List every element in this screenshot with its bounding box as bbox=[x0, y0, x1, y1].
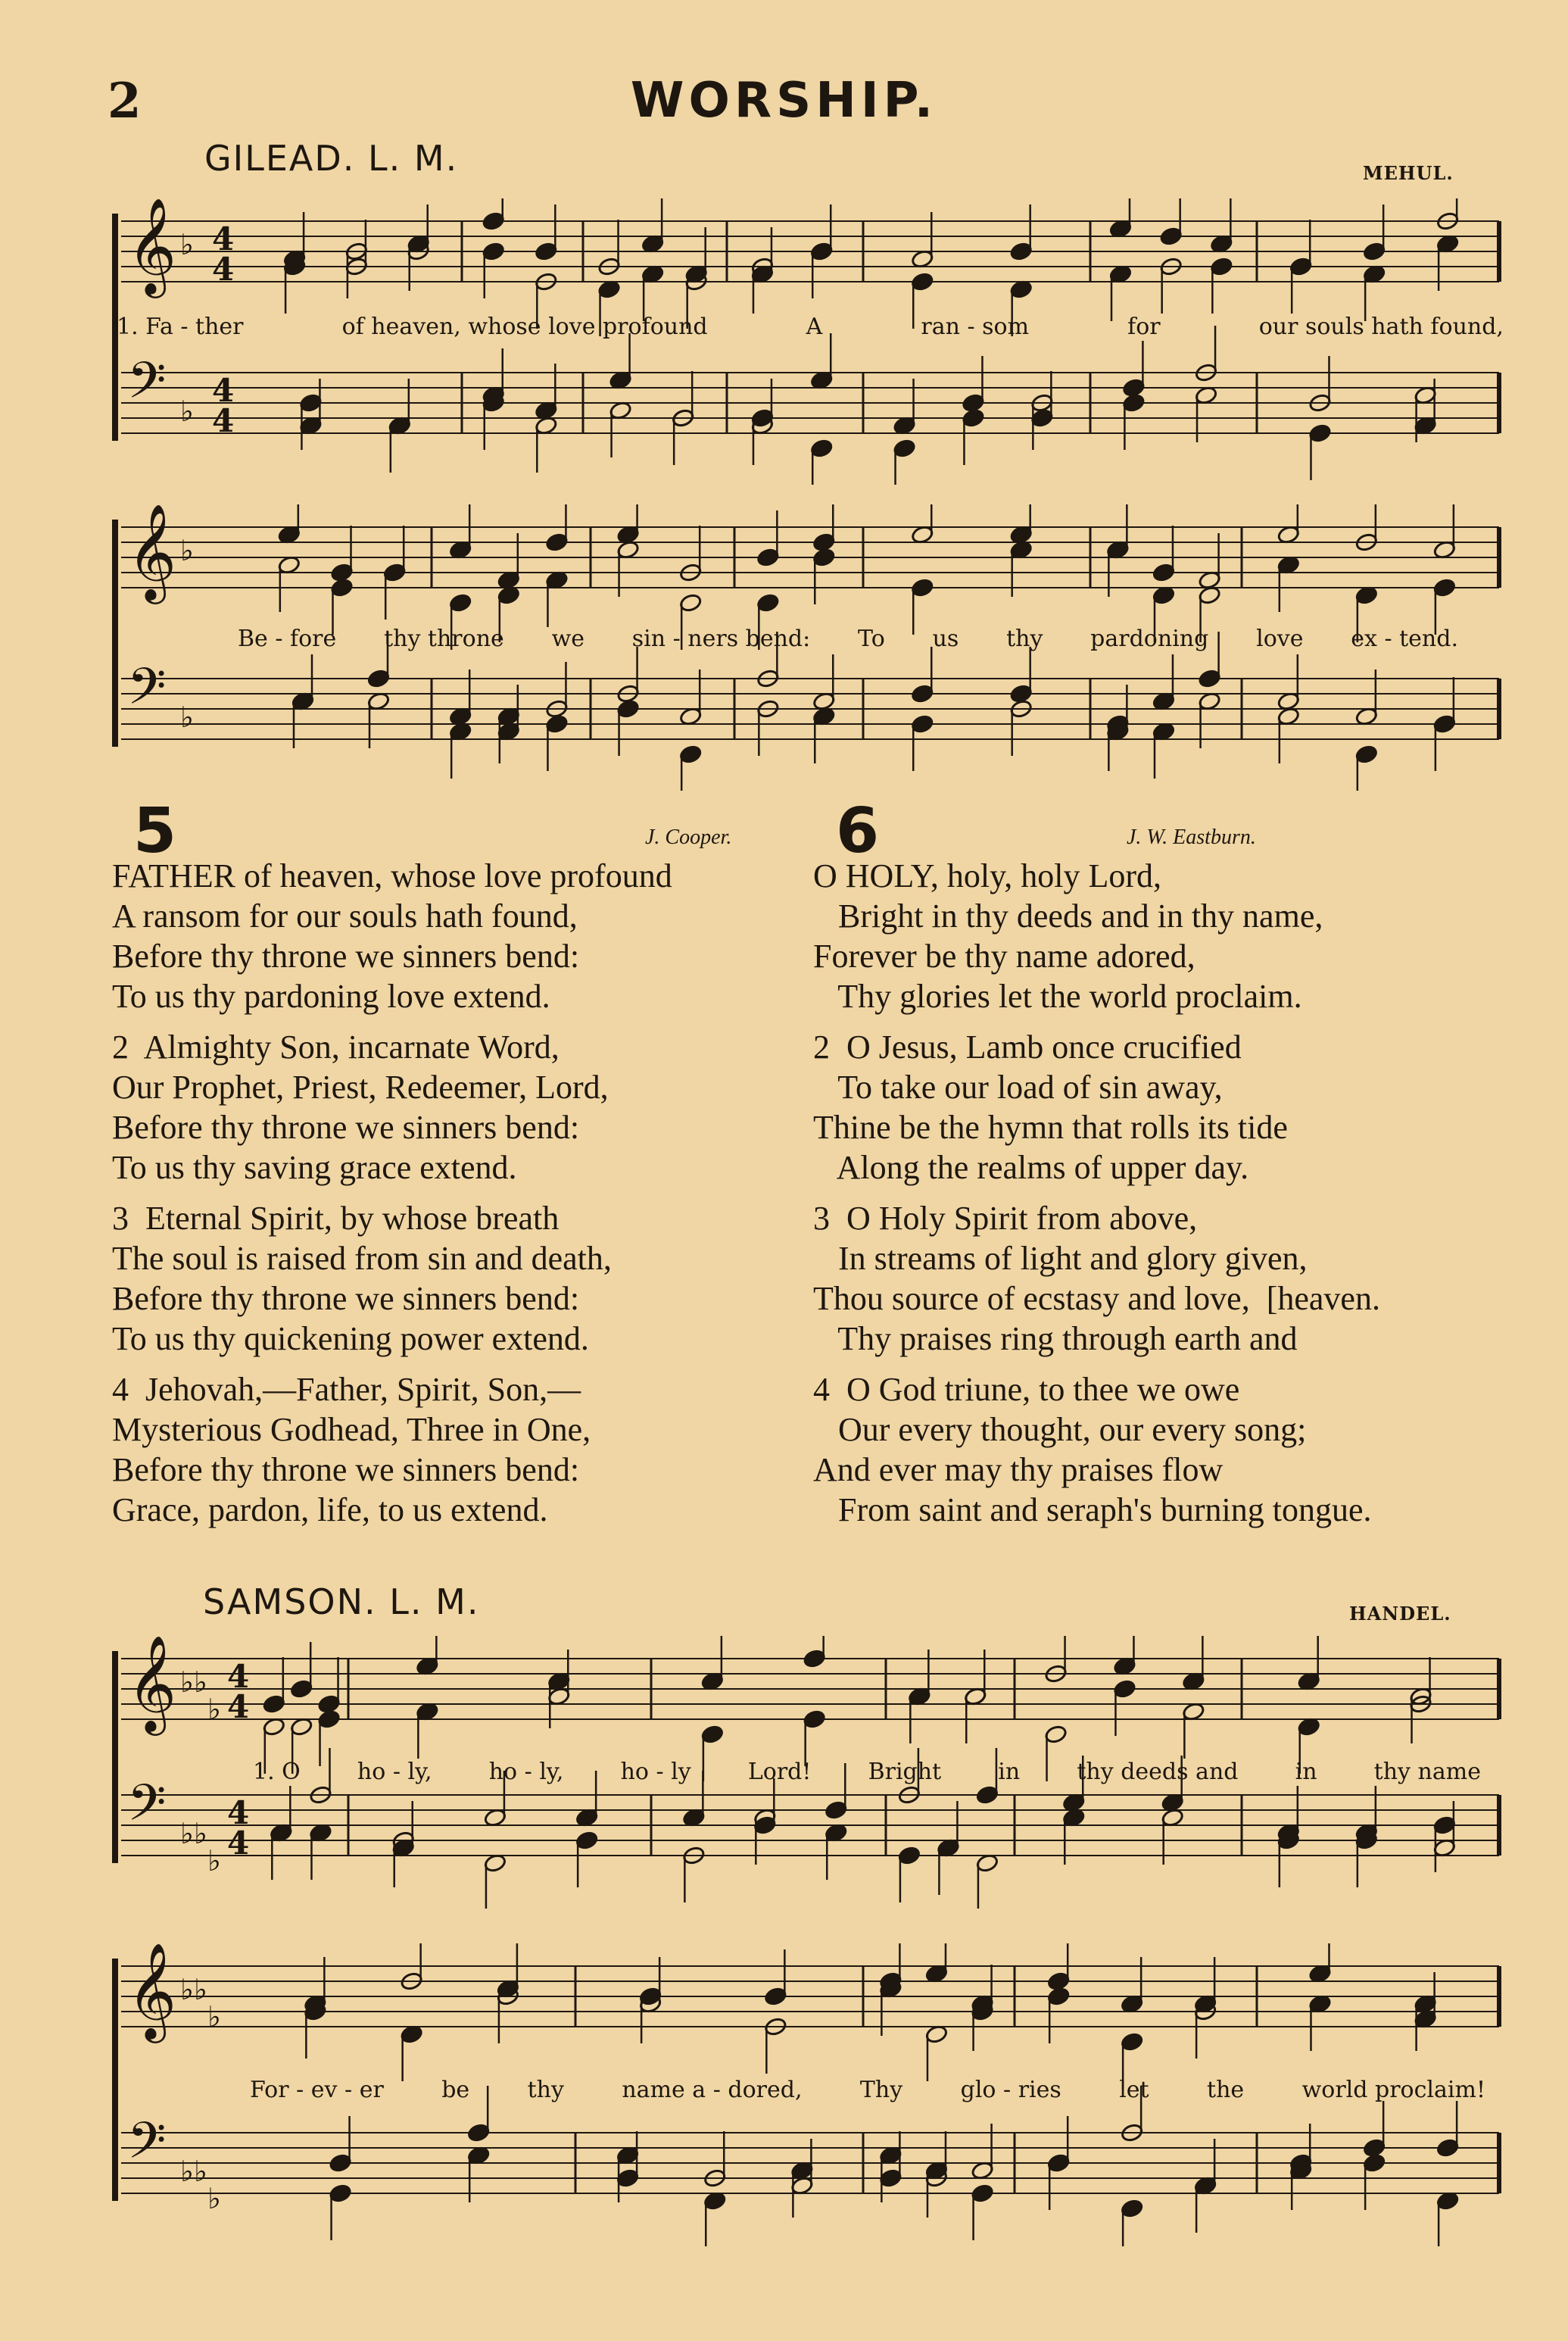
verse-line: Grace, pardon, life, to us extend. bbox=[112, 1491, 548, 1528]
lyric-syllable: of heaven, whose love profound bbox=[341, 314, 708, 340]
verse-line: A ransom for our souls hath found, bbox=[112, 897, 578, 935]
lyric-syllable: 1. O bbox=[253, 1759, 301, 1785]
flat-icon: ♭ bbox=[180, 395, 194, 428]
verse-line: 3 O Holy Spirit from above, bbox=[813, 1200, 1198, 1237]
composer-handel: HANDEL. bbox=[1349, 1603, 1451, 1625]
flat-icon: ♭ bbox=[207, 1844, 221, 1877]
treble-clef-icon: 𝄞 bbox=[127, 198, 177, 294]
stanza bbox=[112, 1369, 672, 1530]
lyric-syllable: for bbox=[1127, 314, 1161, 340]
bass-clef-icon: 𝄢 bbox=[127, 351, 167, 422]
music-system-gilead-1 bbox=[106, 198, 1514, 485]
tune-name-samson: SAMSON. L. M. bbox=[203, 1581, 480, 1622]
verse-line: O HOLY, holy, holy Lord, bbox=[813, 857, 1162, 894]
time-signature: 4 bbox=[212, 402, 235, 439]
verse-line: Thine be the hymn that rolls its tide bbox=[813, 1109, 1288, 1146]
flat-icon: ♭ bbox=[180, 1973, 194, 2006]
lyric-syllable: Bright bbox=[868, 1759, 942, 1785]
verse-line: 4 Jehovah,—Father, Spirit, Son,— bbox=[112, 1371, 581, 1408]
flat-icon: ♭ bbox=[194, 1817, 207, 1850]
treble-clef-icon: 𝄞 bbox=[127, 1943, 177, 2039]
lyric-syllable: A bbox=[806, 314, 823, 340]
flat-icon: ♭ bbox=[194, 1973, 207, 2006]
lyric-syllable: in bbox=[1295, 1759, 1317, 1785]
time-signature: 4 bbox=[212, 251, 235, 288]
verse-line: To us thy quickening power extend. bbox=[112, 1320, 589, 1357]
verse-line: Forever be thy name adored, bbox=[813, 938, 1195, 975]
lyric-syllable: Lord! bbox=[747, 1759, 812, 1785]
verse-line: Before thy throne we sinners bend: bbox=[112, 1451, 580, 1488]
hymn-number-6: 6 bbox=[836, 795, 880, 867]
flat-icon: ♭ bbox=[180, 1817, 194, 1850]
lyric-syllable: sin - ners bend: bbox=[631, 626, 811, 652]
lyrics-samson-row-2 bbox=[247, 2077, 1489, 2103]
verse-line: FATHER of heaven, whose love profound bbox=[112, 857, 672, 894]
stanza bbox=[813, 1027, 1380, 1188]
flat-icon: ♭ bbox=[180, 534, 194, 567]
time-signature: 4 bbox=[227, 1824, 250, 1862]
time-signature: 4 bbox=[227, 1658, 250, 1695]
verse-line: To us thy saving grace extend. bbox=[112, 1149, 517, 1186]
stanza bbox=[813, 856, 1380, 1016]
verse-line: Our Prophet, Priest, Redeemer, Lord, bbox=[112, 1069, 609, 1106]
bass-clef-icon: 𝄢 bbox=[127, 1774, 167, 1844]
lyric-syllable: ran - som bbox=[921, 314, 1030, 340]
lyric-syllable: Be - fore bbox=[238, 626, 337, 652]
lyric-syllable: Thy bbox=[859, 2077, 903, 2103]
lyric-syllable: love bbox=[1256, 626, 1304, 652]
verse-line: 2 Almighty Son, incarnate Word, bbox=[112, 1028, 560, 1066]
lyric-syllable: world proclaim! bbox=[1301, 2077, 1485, 2103]
lyric-syllable: pardoning bbox=[1090, 626, 1209, 652]
verse-line: 4 O God triune, to thee we owe bbox=[813, 1371, 1240, 1408]
flat-icon: ♭ bbox=[207, 1693, 221, 1726]
lyric-syllable: 1. Fa - ther bbox=[117, 314, 244, 340]
bass-clef-icon: 𝄢 bbox=[127, 657, 167, 728]
verse-line: Before thy throne we sinners bend: bbox=[112, 1109, 580, 1146]
verse-line: And ever may thy praises flow bbox=[813, 1451, 1224, 1488]
verse-line: Bright in thy deeds and in thy name, bbox=[813, 897, 1323, 935]
time-signature: 4 bbox=[212, 220, 235, 258]
page-number: 2 bbox=[108, 73, 142, 130]
stanza bbox=[813, 1198, 1380, 1359]
lyric-syllable: in bbox=[998, 1759, 1021, 1785]
section-title: WORSHIP. bbox=[630, 73, 938, 129]
verse-line: 3 Eternal Spirit, by whose breath bbox=[112, 1200, 560, 1237]
time-signature: 4 bbox=[227, 1794, 250, 1831]
lyric-syllable: ex - tend. bbox=[1351, 626, 1458, 652]
lyric-syllable: we bbox=[551, 626, 584, 652]
stanza bbox=[813, 1369, 1380, 1530]
hymn-number-5: 5 bbox=[133, 795, 177, 867]
flat-icon: ♭ bbox=[180, 228, 194, 261]
verse-line: Thy praises ring through earth and bbox=[813, 1320, 1298, 1357]
verse-line: Thou source of ecstasy and love, [heaven. bbox=[813, 1280, 1380, 1317]
verse-line: 2 O Jesus, Lamb once crucified bbox=[813, 1028, 1242, 1066]
hymn-5-text bbox=[112, 856, 672, 1540]
hymn-6-author: J. W. Eastburn. bbox=[1127, 826, 1256, 849]
time-signature: 4 bbox=[212, 372, 235, 409]
verse-line: Before thy throne we sinners bend: bbox=[112, 938, 580, 975]
flat-icon: ♭ bbox=[207, 2000, 221, 2034]
verse-line: Before thy throne we sinners bend: bbox=[112, 1280, 580, 1317]
hymn-6-text bbox=[813, 856, 1380, 1540]
lyrics-gilead-row-2 bbox=[235, 626, 1461, 652]
flat-icon: ♭ bbox=[180, 2155, 194, 2188]
stanza bbox=[112, 856, 672, 1016]
verse-line: Our every thought, our every song; bbox=[813, 1411, 1307, 1448]
flat-icon: ♭ bbox=[194, 2155, 207, 2188]
lyric-syllable: thy bbox=[527, 2077, 564, 2103]
composer-mehul: MEHUL. bbox=[1363, 162, 1454, 184]
lyric-syllable: To bbox=[858, 626, 885, 652]
lyric-syllable: glo - ries bbox=[960, 2077, 1061, 2103]
lyrics-samson-row-1 bbox=[250, 1759, 1484, 1785]
lyric-syllable: For - ev - er bbox=[250, 2077, 384, 2103]
verse-line: Thy glories let the world proclaim. bbox=[813, 978, 1302, 1015]
lyric-syllable: our souls hath found, bbox=[1258, 314, 1504, 340]
verse-line: The soul is raised from sin and death, bbox=[112, 1240, 612, 1277]
flat-icon: ♭ bbox=[180, 701, 194, 734]
verse-line: To take our load of sin away, bbox=[813, 1069, 1223, 1106]
lyric-syllable: ho - ly, bbox=[357, 1759, 432, 1785]
lyric-syllable: thy throne bbox=[384, 626, 504, 652]
lyrics-gilead-row-1 bbox=[114, 314, 1507, 340]
stanza bbox=[112, 1198, 672, 1359]
verse-line: In streams of light and glory given, bbox=[813, 1240, 1308, 1277]
treble-clef-icon: 𝄞 bbox=[127, 1636, 177, 1731]
lyric-syllable: thy name bbox=[1373, 1759, 1481, 1785]
stanza bbox=[112, 1027, 672, 1188]
hymn-5-author: J. Cooper. bbox=[645, 826, 732, 849]
verse-line: Mysterious Godhead, Three in One, bbox=[112, 1411, 591, 1448]
tune-name-gilead: GILEAD. L. M. bbox=[204, 138, 459, 179]
flat-icon: ♭ bbox=[194, 1665, 207, 1699]
lyric-syllable: let bbox=[1119, 2077, 1149, 2103]
lyric-syllable: thy deeds and bbox=[1077, 1759, 1239, 1785]
verse-line: From saint and seraph's burning tongue. bbox=[813, 1491, 1372, 1528]
bass-clef-icon: 𝄢 bbox=[127, 2112, 167, 2182]
lyric-syllable: name a - dored, bbox=[622, 2077, 803, 2103]
lyric-syllable: be bbox=[441, 2077, 470, 2103]
flat-icon: ♭ bbox=[207, 2182, 221, 2215]
time-signature: 4 bbox=[227, 1688, 250, 1725]
verse-line: Along the realms of upper day. bbox=[813, 1149, 1249, 1186]
lyric-syllable: the bbox=[1207, 2077, 1245, 2103]
treble-clef-icon: 𝄞 bbox=[127, 504, 177, 600]
verse-line: To us thy pardoning love extend. bbox=[112, 978, 550, 1015]
lyric-syllable: thy bbox=[1006, 626, 1043, 652]
lyric-syllable: ho - ly, bbox=[488, 1759, 564, 1785]
lyric-syllable: ho - ly bbox=[620, 1759, 691, 1785]
flat-icon: ♭ bbox=[180, 1665, 194, 1699]
lyric-syllable: us bbox=[932, 626, 959, 652]
